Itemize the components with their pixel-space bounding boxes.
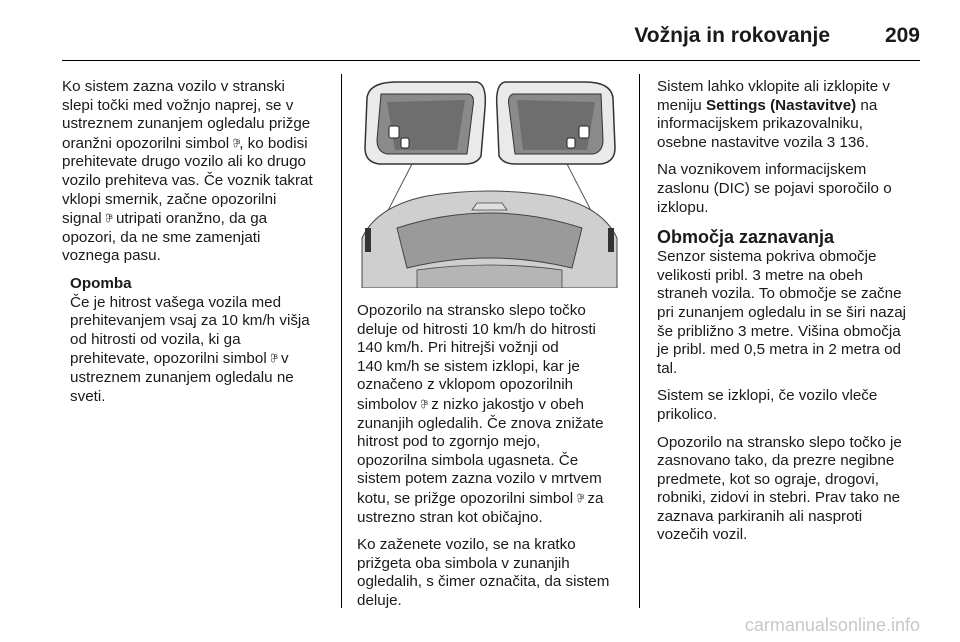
- paragraph-speed-range: Opozorilo na stransko slepo točko deluje od hitrosti 10 km/h do hitrosti 140 km/h. Pri hitrejši vožnji od 140 km/h se sistem izklopi, kar je označeno z vklopom opozorilnih simbolov ⩉ᴮ z nizko jakostjo v obeh zunanjih ogledalih. Če znova znižate hitrost pod to zgornjo mejo, opozorilna simbola ugasneta. Če sistem potem zazna vozilo v mrtvem kotu, se prižge opozorilni simbol ⩉ᴮ za ustrezno stran kot običajno.: [357, 302, 604, 526]
- column-divider-1: [341, 74, 342, 608]
- page-header: [62, 18, 920, 58]
- blind-spot-symbol-icon: ⩉ᴮ: [577, 492, 584, 503]
- paragraph-startup: Ko zaženete vozilo, se na kratko prižgeta oba simbola v zunanjih ogledalih, s čimer označita, da sistem deluje.: [357, 536, 610, 609]
- section-heading: Območja zaznavanja: [657, 227, 835, 248]
- header-divider: [62, 60, 920, 61]
- mirror-and-car-image: [357, 78, 622, 288]
- blind-spot-symbol-icon: ⩉ᴮ: [421, 398, 427, 409]
- note-block: Opomba Če je hitrost vašega vozila med prehitevanjem vsaj za 10 km/h višja od hitrosti od vozila, ki ga prehitevate, opozorilni simbol ⩉ᴮ v ustreznem zunanjem ogledalu ne sveti.: [70, 275, 332, 406]
- paragraph-blind-spot-intro: Ko sistem zazna vozilo v stranski slepi točki med vožnjo naprej, se v ustreznem zunanjem ogledalu prižge oranžni opozorilni simbol ⩉ᴮ, ko bodisi prehitevate drugo vozilo ali ko drugo vozilo prehiteva vas. Če voznik takrat vklopi smernik, začne opozorilni signal ⩉ᴮ utripati oranžno, da ga opozori, da ne sme zamenjati voznega pasu.: [62, 78, 313, 265]
- blind-spot-symbol-icon: ⩉ᴮ: [270, 353, 277, 364]
- column-1: [62, 78, 332, 406]
- blind-spot-symbol-icon: ⩉ᴮ: [233, 137, 240, 148]
- paragraph-detection-zone: Senzor sistema pokriva območje velikosti pribl. 3 metre na obeh straneh vozila. To območje se začne pri zunanjem ogledalu in se širi nazaj še približno 3 metre. Višina območja je pribl. med 0,5 metra in 2 metra od tal.: [657, 248, 907, 377]
- column-3: [657, 78, 923, 554]
- column-divider-2: [639, 74, 640, 608]
- blind-spot-symbol-icon: ⩉ᴮ: [105, 213, 112, 224]
- mirror-illustration: [357, 78, 622, 288]
- car-rear-view: [362, 191, 617, 288]
- settings-menu-label: Settings (Nastavitve): [705, 96, 857, 114]
- page-reference-arrow-icon: 3: [826, 133, 836, 151]
- page-number: 209: [884, 24, 920, 47]
- paragraph-dic-message: Na voznikovem informacijskem zaslonu (DIC) se pojavi sporočilo o izklopu.: [657, 161, 892, 216]
- note-title: Opomba: [70, 274, 132, 292]
- column-2: [357, 302, 622, 620]
- watermark: carmanualsonline.info: [744, 615, 920, 635]
- paragraph-static-objects: Opozorilo na stransko slepo točko je zasnovano tako, da prezre negibne predmete, kot so ograje, drogovi, robniki, zidovi in stebri. Prav tako ne zaznava parkiranih ali nasproti vozečih vozil.: [657, 433, 902, 544]
- paragraph-trailer: Sistem se izklopi, če vozilo vleče prikolico.: [657, 387, 878, 423]
- chapter-title: Vožnja in rokovanje: [634, 24, 830, 47]
- paragraph-settings: Sistem lahko vklopite ali izklopite v meniju Settings (Nastavitve) na informacijskem prikazovalniku, osebne nastavitve vozila 3 136.: [657, 78, 890, 151]
